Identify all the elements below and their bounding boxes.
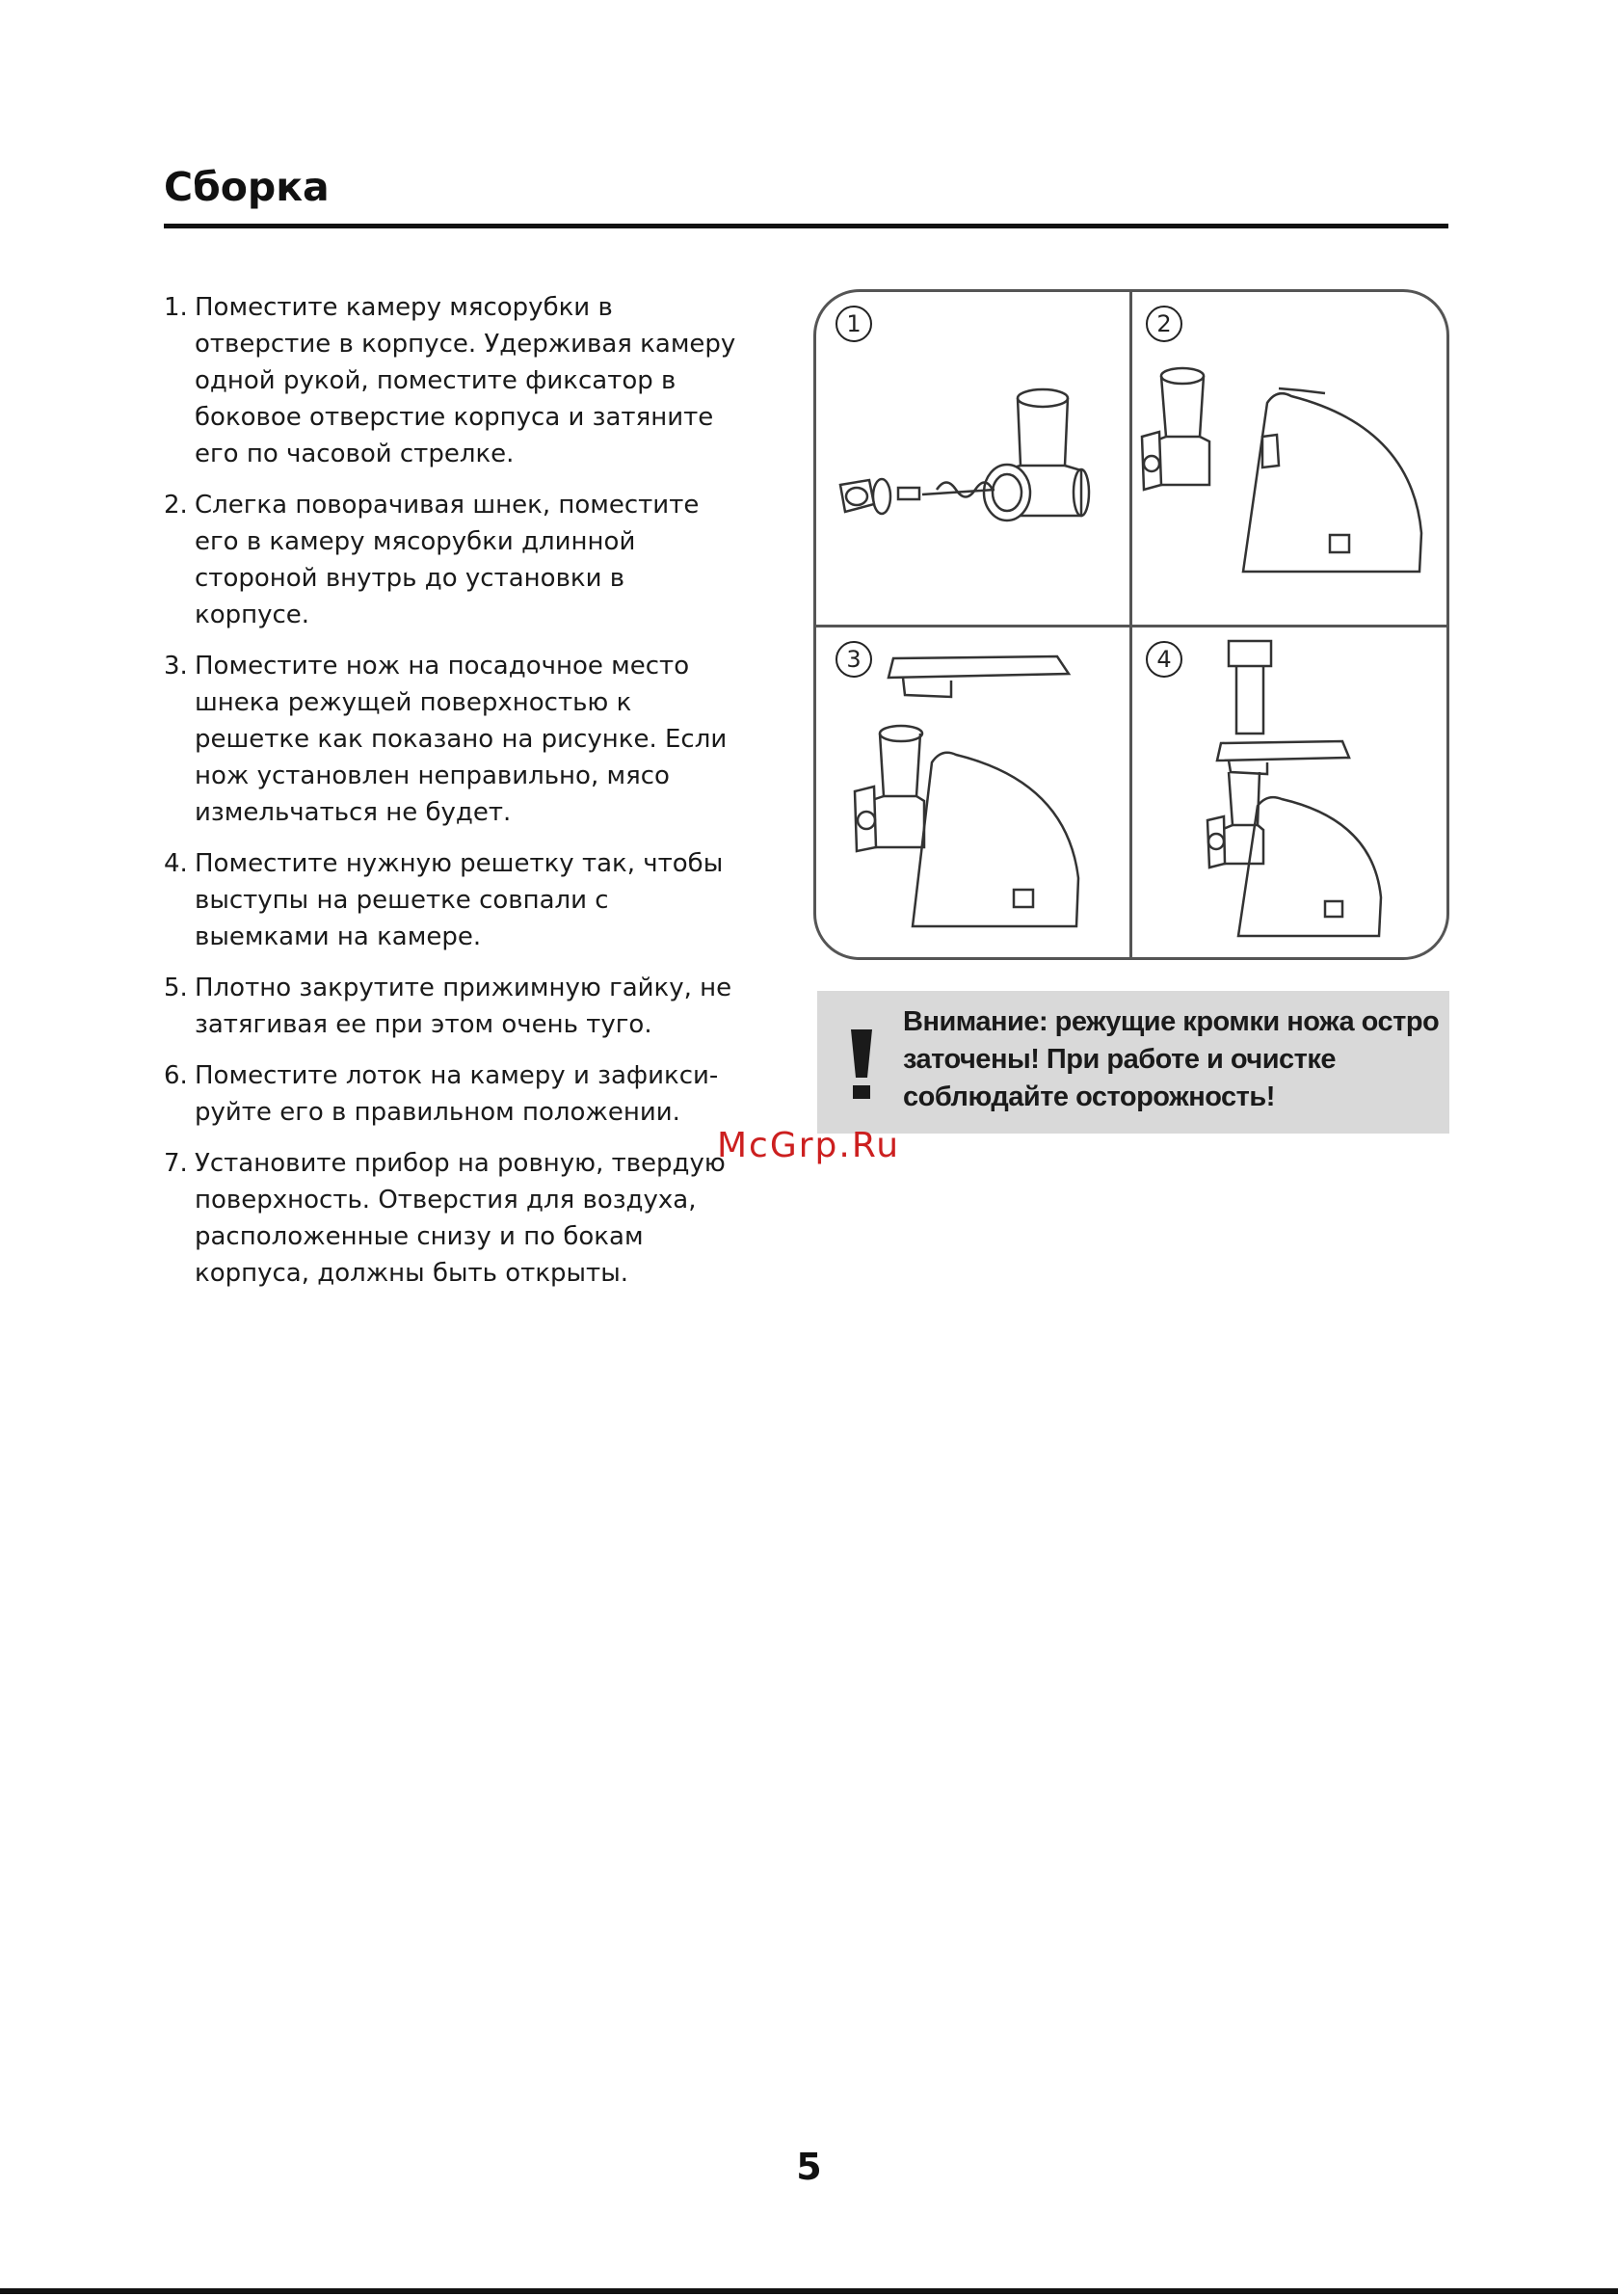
bottom-border [0, 2288, 1618, 2294]
list-item [164, 970, 742, 1043]
list-item [164, 845, 742, 955]
warning-box [817, 991, 1449, 1134]
step-number: 5. [164, 974, 188, 1002]
page-number: 5 [796, 2146, 822, 2188]
assembly-panel-4 [1132, 627, 1449, 960]
assembly-panel-2 [1132, 292, 1449, 625]
step-circle-number: 4 [1146, 641, 1182, 678]
step-text: Поместите лоток на камеру и зафикси-руйте его в правильном положении. [195, 1061, 719, 1127]
step-number: 3. [164, 652, 188, 681]
step-circle-number: 3 [836, 641, 872, 678]
step-number: 6. [164, 1061, 188, 1090]
list-item [164, 648, 742, 831]
assembly-panel-3 [816, 627, 1129, 960]
step-number: 4. [164, 849, 188, 878]
pusher-tray-drawing [1132, 627, 1449, 960]
list-item [164, 289, 742, 472]
step-text: Поместите камеру мясорубки в отверстие в корпусе. Удерживая камеру одной рукой, поместите фиксатор в боковое отверстие корпуса и затяните его по часовой стрелке. [195, 293, 736, 468]
step-text: Поместите нож на посадочное место шнека режущей поверхностью к решетке как показано на рисунке. Если нож установлен неправильно, мясо измельчаться не будет. [195, 652, 728, 827]
tray-housing-drawing [816, 627, 1129, 960]
exploded-parts-drawing [816, 292, 1129, 625]
step-number: 2. [164, 491, 188, 520]
watermark: McGrp.Ru [717, 1126, 901, 1165]
title-underline [164, 224, 1448, 228]
assembly-illustration [813, 289, 1449, 960]
warning-text: Внимание: режущие кромки ножа остро заточены! При работе и очистке соблюдайте осторожность! [903, 1006, 1440, 1112]
page-title: Сборка [164, 164, 330, 210]
list-item [164, 1057, 742, 1131]
step-text: Поместите нужную решетку так, чтобы выступы на решетке совпали с выемками на камере. [195, 849, 724, 951]
step-circle-number: 2 [1146, 306, 1182, 342]
step-number: 1. [164, 293, 188, 322]
exclamation-icon [848, 1029, 875, 1099]
chamber-housing-drawing [1132, 292, 1449, 625]
list-item [164, 1145, 742, 1292]
assembly-panel-1 [816, 292, 1129, 625]
assembly-steps-list [164, 289, 742, 1306]
list-item [164, 487, 742, 633]
step-text: Установите прибор на ровную, твердую поверхность. Отверстия для воздуха, расположенные снизу и по бокам корпуса, должны быть открыты. [195, 1149, 726, 1288]
step-number: 7. [164, 1149, 188, 1178]
step-circle-number: 1 [836, 306, 872, 342]
step-text: Слегка поворачивая шнек, поместите его в камеру мясорубки длинной стороной внутрь до установки в корпусе. [195, 491, 700, 629]
step-text: Плотно закрутите прижимную гайку, не затягивая ее при этом очень туго. [195, 974, 732, 1039]
